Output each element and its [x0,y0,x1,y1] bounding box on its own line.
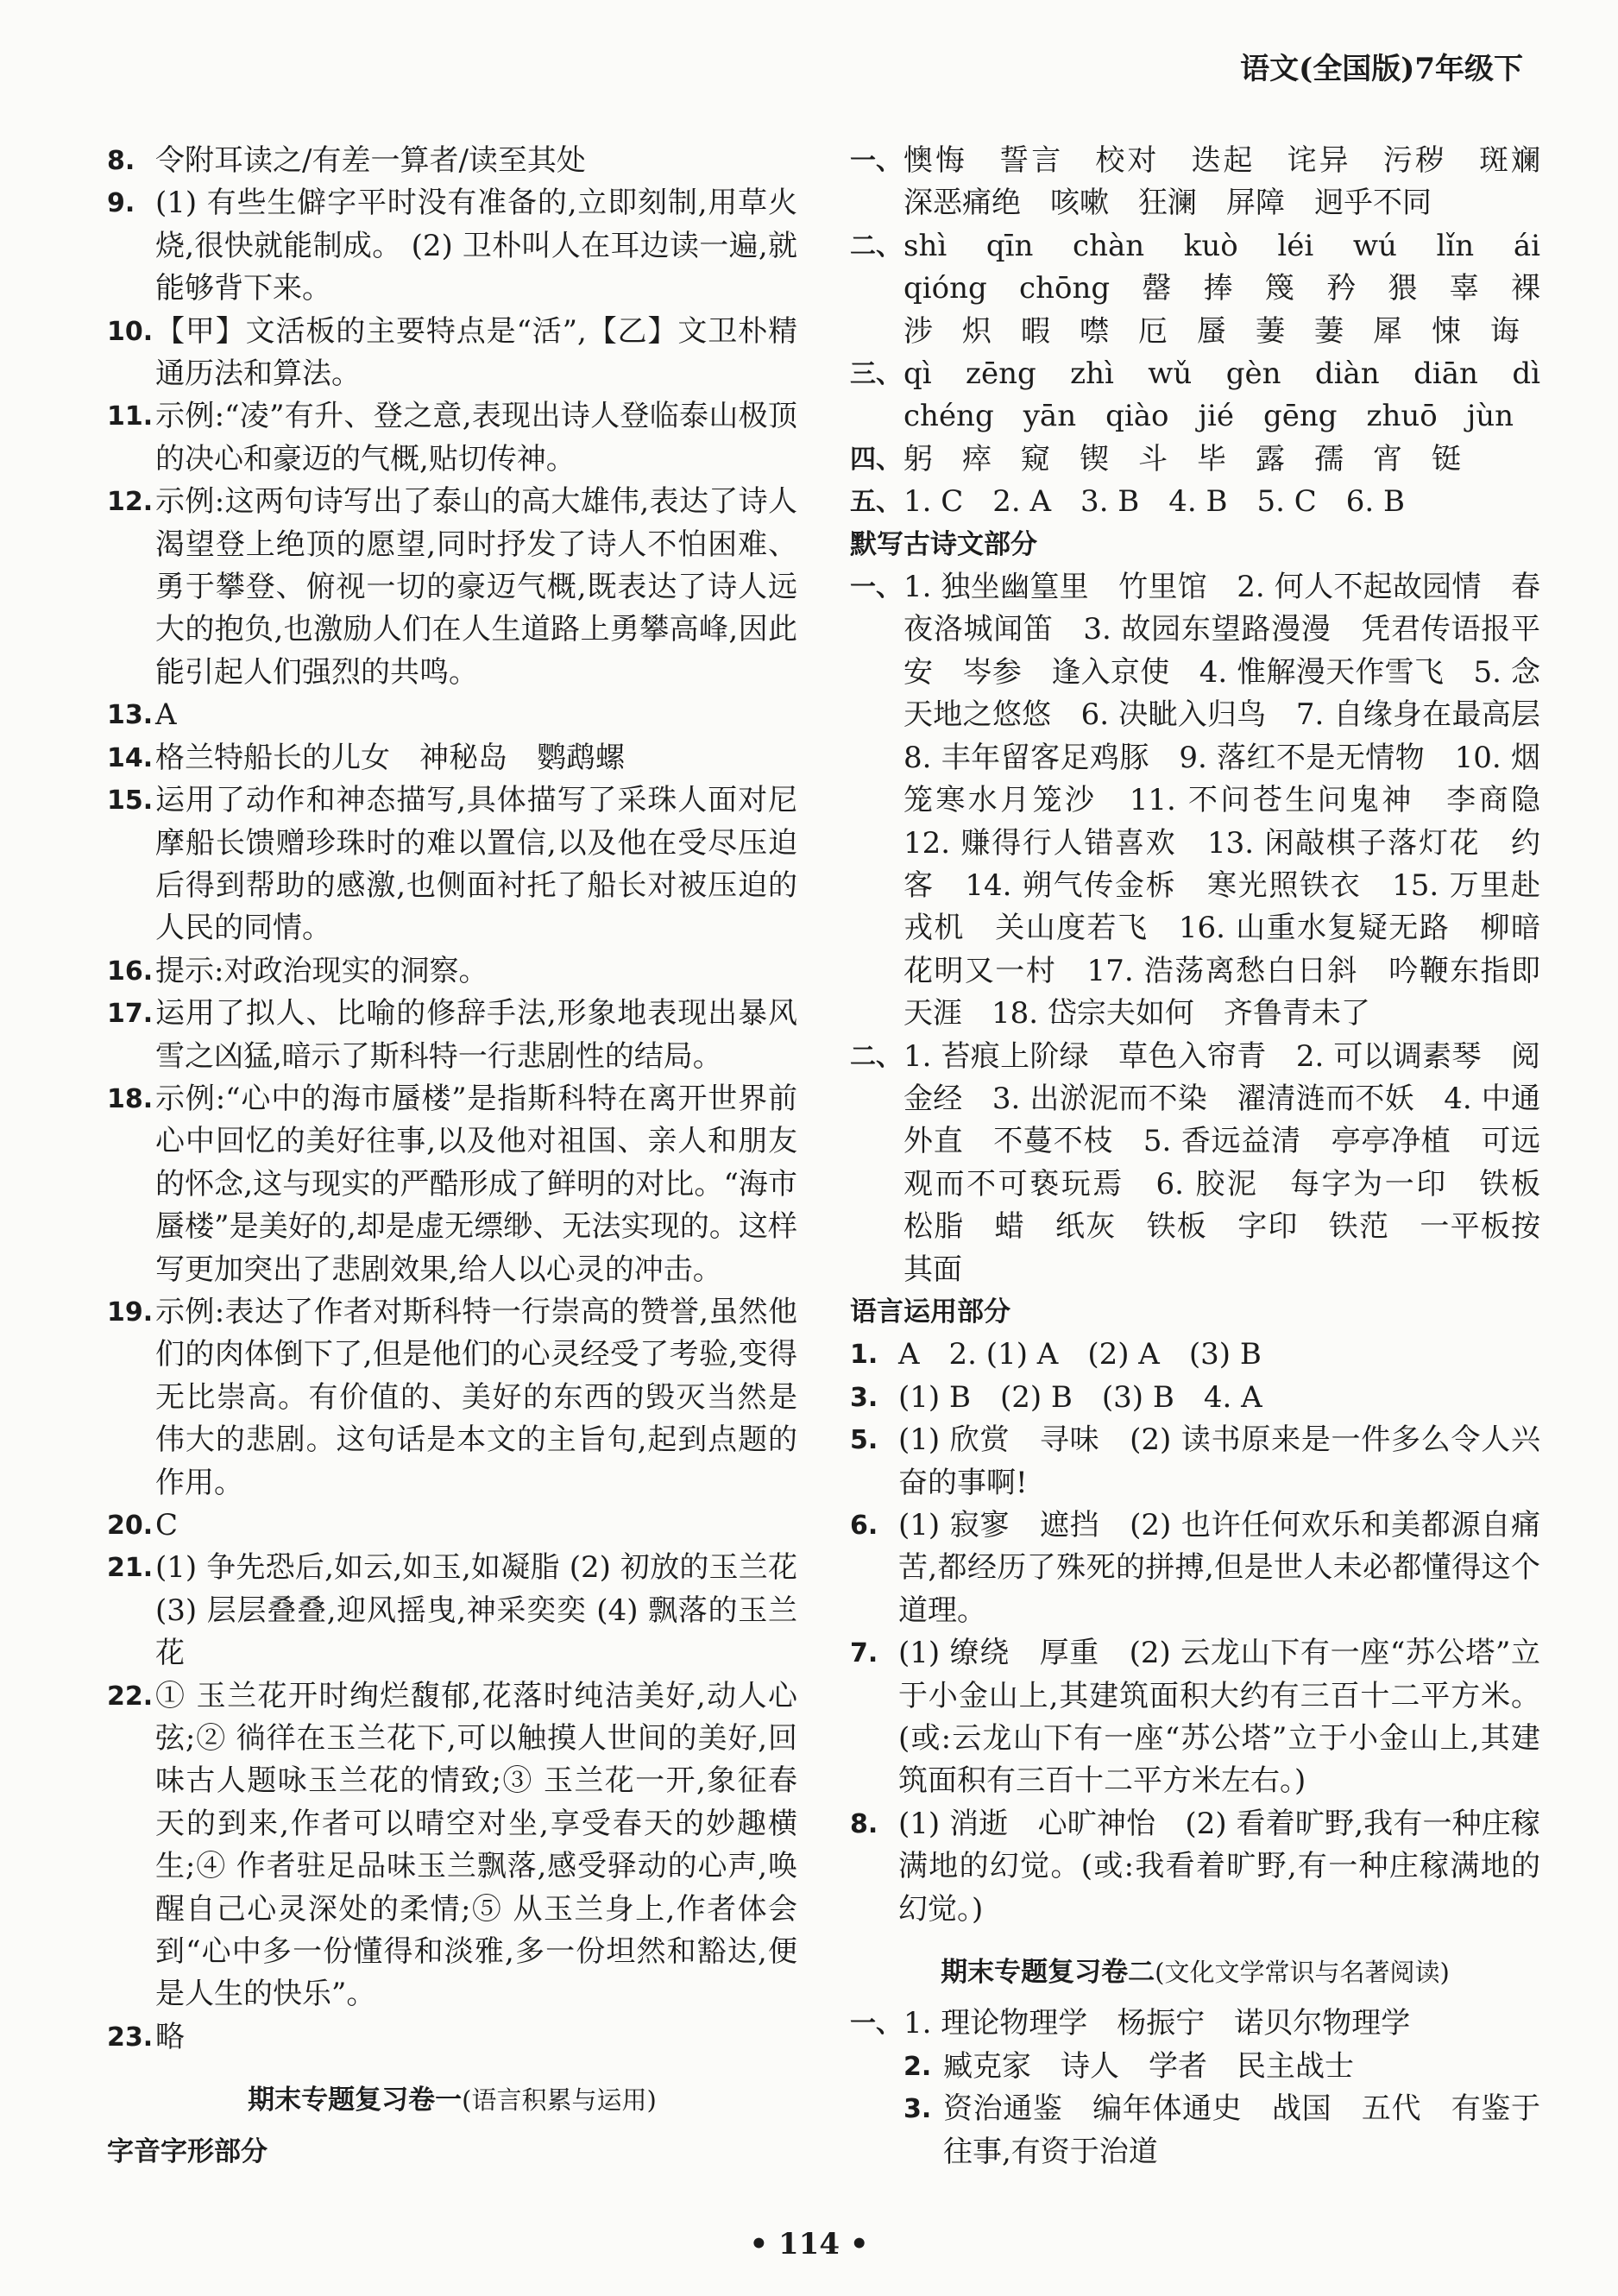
item-text: (1) B (2) B (3) B 4. A [898,1379,1262,1415]
answer-item [850,353,1570,438]
answer-item [107,737,797,779]
answer-item [107,1504,797,1547]
answer-item [850,481,1540,523]
answer-item [107,950,797,993]
item-text: (1) 寂寥 遮挡 (2) 也许任何欢乐和美都源自痛苦,都经历了殊死的拼搏,但是世人未必都懂得这个道理。 [898,1508,1540,1628]
item-text: 臧克家 诗人 学者 民主战士 [943,2048,1354,2084]
item-text: 资治通鉴 编年体通史 战国 五代 有鉴于往事,有资于治道 [943,2091,1540,2169]
item-number: 3. [903,2094,932,2125]
title-sub: (语言积累与运用) [462,2085,657,2116]
item-text: 略 [155,2019,185,2054]
item-number: 一、 [850,146,902,176]
item-text: 1. 理论物理学 杨振宁 诺贝尔物理学 [903,2006,1411,2041]
answer-item [850,1334,1540,1376]
item-text: 示例:“心中的海市蜃楼”是指斯科特在离开世界前心中回忆的美好往事,以及他对祖国、亲人和朋友的怀念,这与现实的严酷形成了鲜明的对比。“海市蜃楼”是美好的,却是虚无缥缈、无法实现的。这样写更加突出了悲剧效果,给人以心灵的冲击。 [155,1081,797,1287]
answer-item [850,1419,1540,1504]
item-text: 示例:“凌”有升、登之意,表现出诗人登临泰山极顶的决心和豪迈的气概,贴切传神。 [155,399,797,476]
item-number: 一、 [850,2009,902,2040]
item-number: 三、 [850,359,902,390]
answer-item [107,1291,797,1504]
item-text: 1. C 2. A 3. B 4. B 5. C 6. B [903,484,1406,520]
item-text: 1. 苔痕上阶绿 草色入帘青 2. 可以调素琴 阅金经 3. 出淤泥而不染 濯清涟而不妖 4. 中通外直 不蔓不枝 5. 香远益清 亭亭净植 可远观而不可亵玩焉 6. 胶泥 每字为一印 铁板 松脂 蜡 纸灰 铁板 字印 铁范 一平板按其面 [903,1038,1570,1287]
answer-subitem [850,2046,1540,2088]
answer-subitem [850,2088,1540,2173]
item-text: shì qīn chàn kuò léi wú lǐn ái qióng chōng 罄 捧 篾 矜 猥 辜 裸 涉 炽 暇 噤 厄 蜃 萋 萋 犀 悚 诲 [903,228,1570,349]
answer-item [107,694,797,736]
item-number: 2. [903,2051,932,2082]
left-column [107,140,797,2173]
answer-item [107,182,797,310]
item-text: 令附耳读之/有差一算者/读至其处 [155,143,586,178]
answer-item [107,2016,797,2059]
exam-title-one [107,2079,797,2122]
title-main: 期末专题复习卷二 [941,1957,1155,1989]
item-number: 15. [107,785,154,817]
item-number: 11. [107,401,154,432]
item-number: 16. [107,956,154,987]
answer-item [107,140,797,182]
item-text: (1) 争先恐后,如云,如玉,如凝脂 (2) 初放的玉兰花 (3) 层层叠叠,迎风摇曳,神采奕奕 (4) 飘落的玉兰花 [155,1550,797,1671]
item-text: (1) 消逝 心旷神怡 (2) 看着旷野,我有一种庄稼满地的幻觉。(或:我看着旷野,有一种庄稼满地的幻觉。) [898,1806,1540,1927]
item-text: 提示:对政治现实的洞察。 [155,953,488,988]
answer-item [107,311,797,396]
answer-item [850,438,1540,481]
item-number: 13. [107,700,154,731]
answer-item [107,1078,797,1291]
right-column [850,140,1570,2173]
item-number: 8. [850,1808,878,1839]
answer-item [107,481,797,694]
answer-item [850,1504,1540,1632]
answer-item [850,225,1570,353]
item-number: 二、 [850,1041,902,1072]
item-text: A 2. (1) A (2) A (3) B [898,1337,1262,1372]
page-header: 语文(全国版)7年级下 [1240,52,1523,86]
item-text: 运用了拟人、比喻的修辞手法,形象地表现出暴风雪之凶猛,暗示了斯科特一行悲剧性的结局。 [155,996,797,1074]
item-number: 5. [850,1425,878,1456]
answer-item [107,779,797,950]
item-number: 一、 [850,572,902,603]
item-number: 12. [107,487,154,518]
item-text: A [155,697,177,733]
item-text: 示例:这两句诗写出了泰山的高大雄伟,表达了诗人渴望登上绝顶的愿望,同时抒发了诗人不怕困难、勇于攀登、俯视一切的豪迈气概,既表达了诗人远大的抱负,也激励人们在人生道路上勇攀高峰,因此能引起人们强烈的共鸣。 [155,484,797,690]
item-number: 19. [107,1296,154,1328]
item-text: ① 玉兰花开时绚烂馥郁,花落时纯洁美好,动人心弦;② 徜徉在玉兰花下,可以触摸人世间的美好,回味古人题咏玉兰花的情致;③ 玉兰花一开,象征春天的到来,作者可以晴空对坐,享受春天的妙趣横生;④ 作者驻足品味玉兰飘落,感受驿动的心声,唤醒自己心灵深处的柔情;⑤ 从玉兰身上,作者体会到“心中多一份懂得和淡雅,多一份坦然和豁达,便是人生的快乐”。 [155,1678,797,2012]
item-text: C [155,1508,179,1542]
answer-item [850,1377,1540,1419]
answer-item [850,566,1570,1035]
answer-item [850,1632,1540,1803]
item-number: 18. [107,1083,154,1114]
item-number: 1. [850,1340,878,1371]
title-sub: (文化文学常识与名著阅读) [1155,1958,1450,1988]
item-text: 运用了动作和神态描写,具体描写了采珠人面对尼摩船长馈赠珍珠时的难以置信,以及他在受尽压迫后得到帮助的感激,也侧面衬托了船长对被压迫的人民的同情。 [155,783,797,946]
item-number: 6. [850,1511,878,1541]
item-number: 7. [850,1638,878,1669]
item-number: 23. [107,2022,154,2053]
item-number: 四、 [850,444,902,475]
item-text: 格兰特船长的儿女 神秘岛 鹦鹉螺 [155,740,625,775]
answer-item [850,2003,1540,2045]
item-text: 示例:表达了作者对斯科特一行崇高的赞誉,虽然他们的肉体倒下了,但是他们的心灵经受了考验,变得无比崇高。有价值的、美好的东西的毁灭当然是伟大的悲剧。这句话是本文的主旨句,起到点题的作用。 [155,1294,797,1500]
item-text: (1) 有些生僻字平时没有准备的,立即刻制,用草火烧,很快就能制成。 (2) 卫朴叫人在耳边读一遍,就能够背下来。 [155,186,797,306]
item-text: (1) 缭绕 厚重 (2) 云龙山下有一座“苏公塔”立于小金山上,其建筑面积大约有三百十二平方米。(或:云龙山下有一座“苏公塔”立于小金山上,其建筑面积有三百十二平方米左右。) [898,1636,1540,1799]
answer-item [850,1803,1540,1931]
item-number: 10. [107,316,154,347]
answer-item [107,1675,797,2016]
page-number: • 114 • [749,2227,869,2261]
item-text: 躬 瘁 窥 锲 斗 毕 露 孺 宵 铤 [903,441,1461,476]
item-text: 【甲】文活板的主要特点是“活”,【乙】文卫朴精通历法和算法。 [155,313,797,392]
title-main: 期末专题复习卷一 [248,2085,463,2116]
item-number: 22. [107,1681,154,1712]
item-number: 8. [107,146,135,176]
answer-item [107,993,797,1078]
section-heading-language: 语言运用部分 [850,1296,1010,1328]
answer-item [107,395,797,481]
item-number: 17. [107,999,154,1030]
item-number: 20. [107,1511,154,1541]
item-number: 五、 [850,487,902,518]
answer-item [850,1036,1570,1291]
answer-item [850,140,1570,225]
item-number: 二、 [850,230,902,262]
section-heading-poetry: 默写古诗文部分 [850,528,1037,560]
item-number: 3. [850,1382,878,1413]
exam-title-two [850,1952,1540,1994]
item-number: 14. [107,742,154,773]
item-number: 9. [107,188,135,219]
item-text: (1) 欣赏 寻味 (2) 读书原来是一件多么令人兴奋的事啊! [898,1422,1540,1500]
section-heading-pronunciation: 字音字形部分 [107,2135,268,2167]
item-text: 1. 独坐幽篁里 竹里馆 2. 何人不起故园情 春夜洛城闻笛 3. 故园东望路漫漫 凭君传语报平安 岑参 逢入京使 4. 惟解漫天作雪飞 5. 念天地之悠悠 6. 决眦入归鸟 7. 自缘身在最高层 8. 丰年留客足鸡豚 9. 落红不是无情物 10. 烟笼寒水月笼沙 11. 不问苍生问鬼神 李商隐 12. 赚得行人错喜欢 13. 闲敲棋子落灯花 约客 14. 朔气传金柝 寒光照铁衣 15. 万里赴戎机 关山度若飞 16. 山重水复疑无路 柳暗花明又一村 17. 浩荡离愁白日斜 吟鞭东指即天涯 18. 岱宗夫如何 齐鲁青未了 [903,570,1570,1031]
item-number: 21. [107,1553,154,1584]
answer-item [107,1547,797,1675]
item-text: qì zēng zhì wǔ gèn diàn diān dì chéng yān qiào jié gēng zhuō jùn [903,356,1570,434]
item-text: 懊悔 誓言 校对 迭起 诧异 污秽 斑斓 深恶痛绝 咳嗽 狂澜 屏障 迥乎不同 [903,143,1570,221]
